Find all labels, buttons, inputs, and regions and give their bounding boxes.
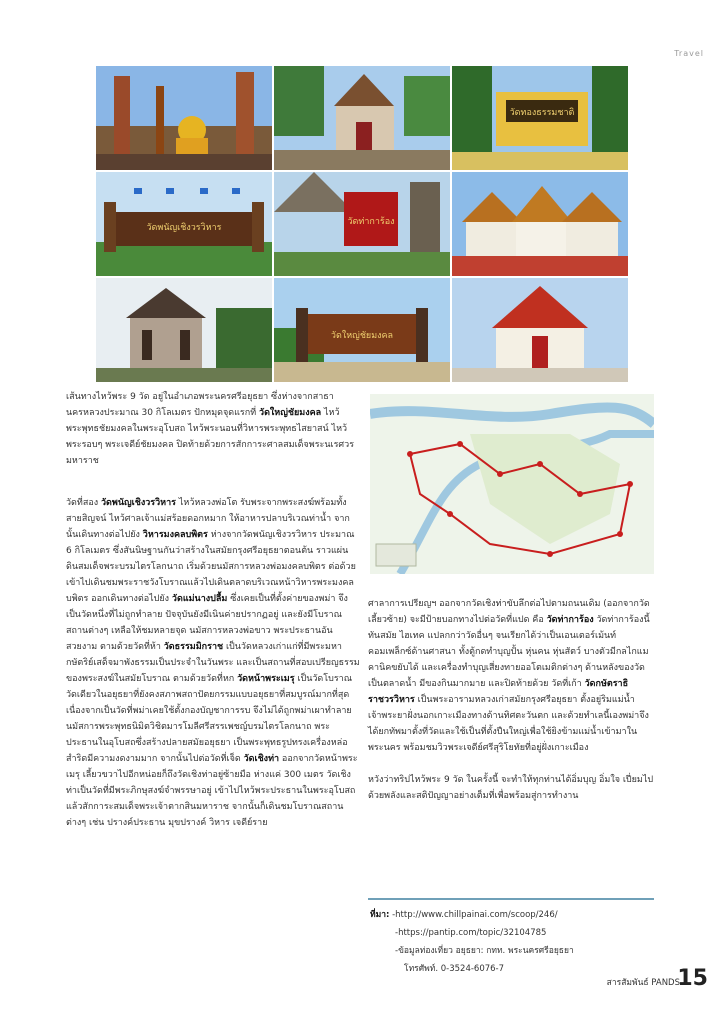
right-column: [368, 596, 654, 804]
photo-golden-sign: [452, 66, 628, 170]
ref-link-pantip[interactable]: -https://pantip.com/topic/32104785: [395, 928, 547, 938]
refs-divider: [368, 898, 654, 900]
route-map: [370, 394, 654, 574]
photo-ruins: [96, 66, 272, 170]
ref-link-chillpainai[interactable]: -http://www.chillpainai.com/scoop/246/: [389, 910, 558, 920]
paragraph-temples: วัดที่สอง วัดพนัญเชิงวรวิหาร ไหว้หลวงพ่อโต รับพระจากพระสงฆ์พร้อมทั้งสายสิญจน์ ไหว้ศาลเจ้าแม่สร้อยดอกหมาก ให้อาหารปลาบริเวณท่าน้ำ จากนั้นเดินทางต่อไปยัง วิหารมงคลบพิตร ห่างจากวัดพนัญเชิงวรวิหาร ประมาณ 6 กิโลเมตร ซึ่งสันนิษฐานกันว่าสร้างในสมัยกรุงศรีอยุธยาตอนต้น ราวแผ่นดินสมเด็จพระบรมไตรโลกนาถ เริ่มด้วยนมัสการหลวงพ่อมงคลบพิตร ต่อด้วยเข้าไปเดินชมพระราชวังโบราณแล้วไปเดินตลาดบริเวณหน้าวิหารพระมงคลบพิตร ออกเดินทางต่อไปยัง วัดแม่นางปลื้ม ซึ่งเคยเป็นที่ตั้งค่ายของพม่า จึงเป็นวัดหนึ่งที่ไม่ถูกทำลาย ปัจจุบันยังมีเนินค่ายปรากฏอยู่ และยังมีโบราณสถานต่างๆ เหลือให้ชมหลายจุด นมัสการหลวงพ่อขาว พระประธานอันสวยงาม ตามด้วยวัดที่ห้า วัดธรรมมิกราช เป็นวัดหลวงเก่าแก่ที่มีพระมหากษัตริย์เสด็จมาพังธรรมเป็นประจำในวันพระ และเป็นสถานที่สอบเปรียญธรรมของพระสงฆ์ในสมัยโบราณ ตามด้วยวัดที่หก วัดหน้าพระเมรุ เป็นวัดโบราณวัดเดียวในอยุธยาที่ยังคงสภาพสถาปัตยกรรมแบบอยุธยาที่สมบูรณ์มากที่สุด เนื่องจากเป็นวัดที่พม่าเคยใช้ตั้งกองบัญชาการรบ จึงไม่ได้ถูกพม่าเผาทำลาย นมัสการพระพุทธนิมิตวิชิตมารโมลีศรีสรรเพชญ์บรมไตรโลกนาถ พระประธานในอุโบสถซึ่งสร้างปลายสมัยอยุธยา เป็นพระพุทธรูปทรงเครื่องหล่อสำริดมีความงดงามมาก จากนั้นไปต่อวัดที่เจ็ด วัดเชิงท่า ออกจากวัดหน้าพระเมรุ เลี้ยวขวาไปอีกหน่อยก็ถึงวัดเชิงท่าอยู่ซ้ายมือ ห่างแค่ 300 เมตร วัดเชิงท่าเป็นวัดที่มีพระภิกษุสงฆ์จำพรรษาอยู่ เข้าไปไหว้พระประธานในพระอุโบสถ แล้วสักการะสมเด็จพระเจ้าตากสินมหาราช จากนั้นก็เดินชมโบราณสถานต่างๆ เช่น ปรางค์ประธาน มุขปรางค์ วิหาร เจดีย์ราย: [66, 498, 360, 828]
photo-sign-text: วัดทองธรรมชาติ: [509, 108, 575, 118]
page-number: 15: [677, 966, 708, 991]
photo-yai-chaimongkol-sign: [274, 278, 450, 382]
left-column: [66, 389, 360, 831]
paragraph-continued: ศาลาการเปรียญฯ ออกจากวัดเชิงท่าขับลึกต่อไปตามถนนเดิม (ออกจากวัดเลี้ยวซ้าย) จะมีป้ายบอกทางไปต่อวัดที่แปด คือ วัดท่าการ้อง วัดท่าการ้องนี้ทันสมัย ไฮเทค แปลกกว่าวัดอื่นๆ จนเรียกได้ว่าเป็นเอนเตอร์เม้นท์คอมเพล็กซ์ด้านศาสนา ทั้งตู้กดทำบุญปั้น หุ่นคน หุ่นสัตว์ บางตัวมีกลไกแมคานิคขยับได้ และเครื่องทำบุญเสี่ยงทายออโตเมติกต่างๆ ด้านหลังของวัดเป็นตลาดน้ำ มีของกินมากมาย และปิดท้ายด้วย วัดที่เก้า วัดกษัตราธิราชวรวิหาร เป็นพระอารามหลวงเก่าสมัยกรุงศรีอยุธยา ตั้งอยู่ริมแม่น้ำเจ้าพระยาฝั่งนอกเกาะเมืองทางด้านทิศตะวันตก และด้วยทำเลนี้เองพม่าจึงได้ยกทัพมาตั้งที่วัดและใช้เป็นที่ตั้งปืนใหญ่เพื่อใช้ยิงข้ามแม่น้ำเข้ามาในพระนคร พร้อมชมวิวพระเจดีย์ศรีสุริโยทัยที่อยู่ฝั่งเกาะเมือง: [368, 599, 650, 753]
photo-sign-text: วัดท่าการ้อง: [347, 217, 395, 227]
ref-tourism-info: -ข้อมูลท่องเที่ยว อยุธยา: กทท. พระนครศรีอยุธยา: [395, 946, 574, 956]
paragraph-intro: เส้นทางไหว้พระ 9 วัด อยู่ในอำเภอพระนครศรีอยุธยา ซึ่งห่างจากสาธา นครหลวงประมาณ 30 กิโลเมตร ปักหมุดจุดแรกที่ วัดใหญ่ชัยมงคล ไหว้พระพุทธชัยมงคลในพระอุโบสถ ไหว้พระนอนที่วิหารพระพุทธไสยาสน์ ไหว้พระรอบๆ พระเจดีย์ชัยมงคล ปิดท้ายด้วยการสักการะศาลสมเด็จพระนเรศวรมหาราช: [66, 392, 355, 466]
photo-ubosot: [274, 66, 450, 170]
paragraph-closing: หวังว่าทริปไหว้พระ 9 วัด ในครั้งนี้ จะทำให้ทุกท่านได้อิ่มบุญ อิ่มใจ เปี่ยมไปด้วยพลังและสติปัญญาอย่างเต็มที่เพื่อพร้อมสู่การทำงาน: [368, 775, 654, 801]
magazine-name: สารสัมพันธ์ PANDS: [606, 978, 680, 988]
photo-grid: [96, 66, 628, 382]
photo-phanan-choeng-sign: [96, 172, 272, 276]
references: [370, 906, 574, 978]
ref-phone: โทรศัพท์. 0-3524-6076-7: [404, 964, 505, 974]
section-tag: Travel: [674, 49, 704, 58]
photo-brick-vihara: [96, 278, 272, 382]
photo-white-halls: [452, 172, 628, 276]
photo-sign-text: วัดพนัญเชิงวรวิหาร: [146, 223, 222, 233]
photo-tha-ka-rong-sign: [274, 172, 450, 276]
photo-sign-text: วัดใหญ่ชัยมงคล: [330, 331, 394, 341]
photo-red-roof-vihara: [452, 278, 628, 382]
refs-label: ที่มา:: [370, 910, 390, 920]
